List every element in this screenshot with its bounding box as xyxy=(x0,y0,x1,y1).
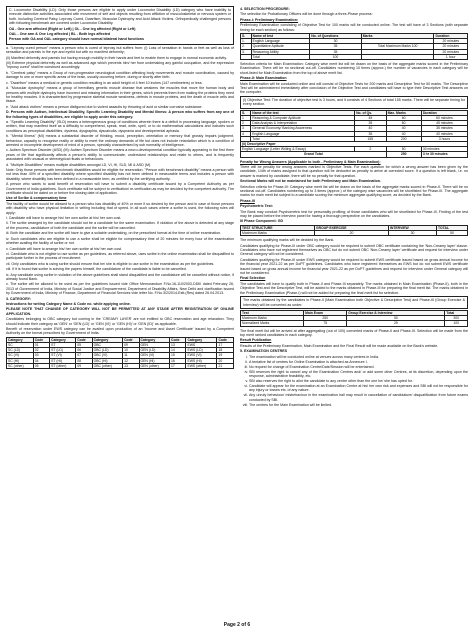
table-cell: 35 xyxy=(310,49,362,54)
paragraph: The facility of scribe would be allowed to a person who has disability of 40% or more if so desired by the person and in case of those persons with disability who have physical limitation in writing including that of speed. In all such cases where a scribe is used, the following rules will apply: xyxy=(6,201,234,215)
table-cell: 11 xyxy=(123,353,139,358)
paragraph: Note: Only those persons with benchmark disabilities would be eligible for reservation. "Person with benchmark disability" means a person with not less than 40% of a specified disability where specified disability has not been defined in measurable terms and includes a person with disability, where disability has been defined in a measurable term, as certified by the certifying authority. xyxy=(6,168,234,181)
table-cell: 1 xyxy=(241,115,251,120)
table-cell: 13 xyxy=(123,363,139,368)
criteria-paragraph: Selection criteria for Main Examination: Category wise merit list will be drawn on the basis of the aggregate marks scored in the Preliminary Examination. There will be no sectional cut-off. Candidates numbering 10 times (approx.) the number of vacancies in each category will be short-listed for Main Examination from the top of above merit list. xyxy=(240,62,468,75)
table-header: GROUP EXERCISE xyxy=(315,225,389,230)
category-paragraph: Candidates belonging to OBC category but coming in the 'CREAMY LAYER' are not entitled to OBC reservation and age relaxation. They should indicate their category as 'GEN' or 'GEN (LD)' or 'GEN (VI)' or 'GEN (HI)' or 'GEN (ID)' as applicable. xyxy=(6,317,234,326)
table-header: Group Exercise & Interview xyxy=(347,310,445,315)
table-cell: English Language (Letter Writing & Essay) xyxy=(241,147,355,152)
descriptive-section xyxy=(241,141,468,157)
category-warning: PLEASE NOTE THAT CHANGE OF CATEGORY WILL NOT BE PERMITTED AT ANY STAGE AFTER REGISTRATION OF ONLINE APPLICATION. xyxy=(6,307,234,316)
table-header: No. of Questions xyxy=(310,34,362,39)
table-cell: SC (HI) xyxy=(7,358,34,363)
table-row xyxy=(241,231,468,236)
penalty-paragraph: Sectional Marks will not be maintained for both Preliminary and Main Examination. xyxy=(240,179,381,184)
table-cell: 1 hour xyxy=(434,54,468,59)
phase1-text: Preliminary Examination consisting of Objective Test for 100 marks will be conducted online. The test will have of 3 Sections (with separate timing for each section) as follows: xyxy=(240,23,468,32)
table-cell: 50 xyxy=(386,147,421,152)
table-cell: 45 xyxy=(355,115,386,120)
table-cell: 05 xyxy=(76,343,92,348)
table-cell: 30 xyxy=(310,39,362,44)
paragraph: b. "Mental Illness" (MI) means a substantial disorder of thinking, mood, perception, orientation or memory that grossly impairs judgment, behaviour, capacity to recognise reality or ability to meet the ordinary demands of life but does not include retardation which is a condition of arrested or incomplete development of mind of a person, specially characterised by sub normality of intelligence. xyxy=(6,134,234,147)
table-cell: 100 xyxy=(310,54,362,59)
pwbd-note: Person with OA and OAL category should have normal bilateral hand functions xyxy=(9,37,144,42)
table-cell: 18 xyxy=(217,348,234,353)
table-cell: 50 xyxy=(347,316,445,321)
category-heading: 3. CATEGORY: xyxy=(6,296,31,301)
list-item: viii. The centres for the Main Examination will be limited. xyxy=(249,403,468,407)
table-cell: ST (HI) xyxy=(50,358,76,363)
table-cell: Data Analysis & Interpretation xyxy=(251,121,355,126)
paragraph: D. Persons with Autism, Intellectual Disability, Specific Learning Disability and Mental Illness: A person who suffers from any one of the following types of disabilities, are eligible to apply under this category. xyxy=(6,110,234,119)
table-header: No. of Qs. xyxy=(355,110,386,115)
table-cell: GEN xyxy=(139,343,169,348)
paragraph: a. "Specific Learning Disability" (SLD) means a heterogeneous group of conditions wherein there is a deficit in processing language, spoken or written, that may manifest itself as a difficulty to comprehend, speak, read, write, spell, or to do mathematical calculations and includes such conditions as perceptual disabilities, dyslexia, dysgraphia, dyscalculia, dyspraxia and developmental aphasia. xyxy=(6,119,234,133)
paragraph: ii. The scribe arranged by the candidate should not be a candidate for the same examination. If violation of the above is detected at any stage of the process, candidature of both the candidate and the scribe will be cancelled. xyxy=(6,221,234,230)
table-header: Code xyxy=(170,337,186,342)
table-cell: 15 xyxy=(170,353,186,358)
table-cell: 60 xyxy=(386,121,421,126)
table-cell: 3 hr 30 minutes xyxy=(421,152,467,157)
table-cell: 20 minutes xyxy=(434,39,468,44)
table-cell: 05 xyxy=(33,363,49,368)
table-cell: 35 minutes xyxy=(421,126,467,131)
table-header: Category xyxy=(92,337,122,342)
final-paragraph: The final merit list will be arrived at after aggregating (out of 100) converted marks of Phase-II and Phase-III. Selection will be made from the top merit ranked candidates in each category. xyxy=(240,328,468,337)
paragraph: viii. If it is found that scribe is solving the papers himself, the candidature of the candidate is liable to be cancelled. xyxy=(6,267,187,272)
test-table-body xyxy=(241,231,468,236)
table-cell: English Language xyxy=(251,131,355,136)
table-cell: 13 xyxy=(170,343,186,348)
left-column xyxy=(6,6,234,371)
table-cell: 08 xyxy=(76,358,92,363)
left-paragraphs xyxy=(6,46,234,296)
after-paragraph: Candidates qualifying for Phase-III under EWS category would be required to submit EWS certificate issued based on gross annual income for the financial year 2021-22 as per DoPT guidelines. Candidates who have registered themselves as EWS but do not submit EWS certificate issued based on gross annual income for financial year 2021-22 as per DoPT guidelines and request for interview under General category will not be considered. xyxy=(240,257,468,276)
table-cell: Quantitative Aptitude xyxy=(251,44,310,49)
table-header: Test xyxy=(241,310,304,315)
table-cell: EWS (LD) xyxy=(186,348,217,353)
table-header: Duration xyxy=(434,34,468,39)
paragraph: c. Autism Spectrum Disorder (ASD) (M): Autism Spectrum Disorder means a neuro-developmental condition typically appearing in the first three years of life that significantly affects a person's ability to communicate, understand relationships and relate to others, and is frequently associated with unusual or stereotypical rituals or behaviours. xyxy=(6,148,234,162)
criteria-paragraph: Main Examination will be conducted online and will consist of Objective Tests for 200 marks and Descriptive Test for 50 marks. The Descriptive Test will be administered immediately after conclusion of the Objective Test and candidates will have to type their Descriptive Test answers on the computer. xyxy=(240,81,468,95)
table-cell: 35 xyxy=(310,44,362,49)
table-cell: 250 xyxy=(304,316,347,321)
oal-line: OAL - One arm & One Leg affected | BL - Both legs affected xyxy=(9,32,111,37)
table-cell: 1. xyxy=(241,39,252,44)
table-cell: 40 minutes xyxy=(421,131,467,136)
list-item: iii. No request for change of Examination Centre/Date/Session will be entertained. xyxy=(249,365,468,369)
table-row xyxy=(241,54,468,59)
table-cell: 02 xyxy=(33,348,49,353)
phase3-component: III Phase Component: GD xyxy=(240,219,284,224)
table-cell: 40 xyxy=(386,131,421,136)
selection-procedure-heading: 4. SELECTION PROCEDURE: xyxy=(240,7,290,11)
result-heading: Result Publication xyxy=(240,338,272,343)
paragraph: iv. Such candidates who are eligible to use a scribe shall be eligible for compensatory time of 20 minutes for every hour of the examination whether availing the facility of scribe or not. xyxy=(6,236,234,246)
table-cell: 12 xyxy=(123,358,139,363)
table-cell: 200 xyxy=(386,136,421,141)
table-cell: 3 hours xyxy=(421,136,467,141)
table-cell: 2. xyxy=(241,44,252,49)
table-cell: Reasoning & Computer Aptitude xyxy=(251,115,355,120)
table-cell: 25 xyxy=(347,321,445,326)
table-header: Category xyxy=(50,337,76,342)
penalty-paragraph: Selection criteria for Phase-III: Category wise merit list will be drawn on the basis of the aggregate marks scored in Phase-II. There will be no sectional cut-off. Candidates numbering up to 3 times (approx.) of the category wise vacancies will be shortlisted for Phase-III. The aggregate marks for main merit list subject to a candidate scoring the minimum aggregate qualifying score, as decided by the Bank. xyxy=(240,184,468,198)
table-cell: 4 xyxy=(241,131,251,136)
psychometric-heading: Psychometric Test: xyxy=(240,204,273,209)
paragraph: ix. Any candidate using scribe in violation of the above guidelines shall stand disqualified and the candidature will be cancelled without notice, if already found Bank. xyxy=(6,272,234,281)
table-cell: Total xyxy=(251,136,355,141)
table-cell: 2 xyxy=(355,147,386,152)
table-cell: 20 xyxy=(217,358,234,363)
prelim-exam-table xyxy=(240,33,468,60)
table-cell: 17 xyxy=(170,363,186,368)
table-header: S. xyxy=(241,110,251,115)
paragraph: A person who wants to avail benefit of reservation will have to submit a disability certificate issued by a Competent Authority as per Government of India guidelines. Such certificate will be subject to verification/ re-verification as may be decided by the competent authority. The certificate should be dated on or before the closing date of application. xyxy=(6,182,234,196)
table-cell: 17 xyxy=(217,343,234,348)
table-cell: 40 xyxy=(386,126,421,131)
table-cell: ST (LD) xyxy=(50,348,76,353)
table-cell xyxy=(241,54,252,59)
table-cell: EWS (HI) xyxy=(186,358,217,363)
table-cell: 155 xyxy=(355,136,386,141)
table-cell: Reasoning Ability xyxy=(251,49,310,54)
table-cell: OBC (VI) xyxy=(92,353,122,358)
table-cell: 40 xyxy=(355,126,386,131)
table-cell: 3. xyxy=(241,49,252,54)
table-cell: 03 xyxy=(33,353,49,358)
table-cell: 01 xyxy=(33,343,49,348)
phase3-heading: Phase-III xyxy=(240,198,255,203)
table-header: Category xyxy=(139,337,169,342)
table-cell: OBC (HI) xyxy=(92,358,122,363)
table-cell: EWS xyxy=(186,343,217,348)
list-item: vii. Any unruly behaviour/ misbehaviour in the examination hall may result in cancellation of candidature/ disqualification from future exams conducted by SBI. xyxy=(249,393,468,402)
final-paragraph: Results of the Preliminary Examination, Main Examination and the Final Result will be made available on the Bank's website. xyxy=(240,343,439,348)
table-header: Code xyxy=(123,337,139,342)
table-cell: Total xyxy=(251,54,310,59)
table-cell: Normalized Marks xyxy=(241,321,304,326)
prelim-table-body xyxy=(241,39,468,60)
list-item: ii. A tentative list of centres for Online Examination is attached as Annexure I. xyxy=(249,360,468,364)
paragraph: vi. Candidate who is not eligible to use scribe as per guidelines, as referred above, uses scribe in the online examination shall be disqualified to participate further in the process of recruitment. xyxy=(6,251,234,261)
penalty-paragraph: There will be penalty for wrong answers marked in Objective Tests. For each question for which a wrong answer has been given by the candidate, 1/4th of marks assigned to that question will be deducted as penalty to arrive at corrected score. If a question is left blank, i.e. no answer is marked by candidate, there will be no penalty for that question. xyxy=(240,164,468,178)
table-header: Total xyxy=(445,310,468,315)
phase1-heading: Phase-I: Preliminary Examination: xyxy=(240,17,299,22)
table-cell: ST (VI) xyxy=(50,353,76,358)
table-cell: GEN (VI) xyxy=(139,353,169,358)
table-row xyxy=(7,363,234,368)
main-table-body xyxy=(241,115,468,141)
paragraph: iii. Both the candidate and the scribe will have to give a suitable undertaking, on the prescribed format at the time of online examination. xyxy=(6,231,222,236)
table-header: TOTAL xyxy=(437,225,468,230)
table-header: TEST STRUCTURE xyxy=(241,225,315,230)
paragraph: x. The scribe will be allowed to be used as per the guidelines issued vide Office Memorandum F.No.16-110/2003-DDIII dated February 26, 2013 of Government of India, Ministry of Social Justice and Empowerment, Department of Disability Affairs, New Delhi and clarification issued by Government of India, Ministry of Finance, Department of Financial Services vide letter No. F.No.3/2/2014-Estt.(Res) dated 26.04.2013. xyxy=(6,282,234,296)
table-header: Name of test xyxy=(251,34,310,39)
table-cell: Maximum Marks xyxy=(241,316,304,321)
table-cell: SC xyxy=(7,343,34,348)
penalty-heading: Penalty for Wrong Answers (Applicable to both - Preliminary & Main Examination): xyxy=(240,159,381,164)
locomotor-disability-text: C. Locomotor Disability (LD): Only those persons are eligible to apply under Locomotor Disability (LD) category who have inability to execute distinctive activities associated with movement of self and objects resulting from affliction of musculoskeletal or nervous system or both. Including Cerebral Palsy, Leprosy Cured, Dwarfism, Muscular Dystrophy and Acid Attack Victims. Orthopedically challenged persons with following benchmark are covered under Locomotor Disability. xyxy=(9,8,231,26)
list-item: iv. SBI reserves the right to cancel any of the Examination Centres and/ or add some other Centres, at its discretion, depending upon the response, administrative feasibility, etc. xyxy=(249,370,468,379)
table-cell: ST (other) xyxy=(50,363,76,368)
paragraph: (ii) Manifest deformity and paresis but having enough mobility in their hands and feet to enable them to engage in normal economic activity. xyxy=(6,55,227,60)
list-item: vi. Candidate will appear for the examination at an Examination Centre at his/ her own risk and expenses and SBI will not be responsible for any injury or losses etc. of any nature. xyxy=(249,384,468,393)
table-header: S. xyxy=(241,34,252,39)
table-cell: SC (LD) xyxy=(7,348,34,353)
table-cell: 2 xyxy=(241,121,251,126)
table-cell: 3 xyxy=(241,126,251,131)
table-header: Name of the test xyxy=(251,110,355,115)
category-table-body xyxy=(7,343,234,369)
table-cell: OBC xyxy=(92,343,122,348)
table-cell: 60 xyxy=(386,115,421,120)
table-cell: 30 minutes xyxy=(421,147,467,152)
table-cell: 21 xyxy=(217,363,234,368)
paragraph: d. "Multiple Disabilities" means multiple disabilities amongst LD, VI, HI, SLD, MI & ASD (M). xyxy=(6,162,152,167)
table-header: Category xyxy=(186,337,217,342)
table-cell: GEN (LD) xyxy=(139,348,169,353)
table-cell: General/ Economy/ Banking Awareness xyxy=(251,126,355,131)
table-header: Code xyxy=(76,337,92,342)
right-column xyxy=(240,6,468,408)
table-header: Code xyxy=(33,337,49,342)
table-cell: 50 xyxy=(437,231,468,236)
conversion-note: The marks obtained by the candidates in Phase-II (Main Examination both Objective & Descriptive Test) and Phase-III (Group Exercise & Interview) will be converted as under: xyxy=(240,296,468,309)
table-header: Category xyxy=(7,337,34,342)
paragraph: v. Candidate will have to arrange his/ her own scribe at his/ her own cost. xyxy=(6,246,122,251)
table-header: Max. Marks xyxy=(386,110,421,115)
exam-centres-heading: 5. EXAMINATION CENTRES xyxy=(240,349,288,354)
table-cell: EWS (other) xyxy=(186,363,217,368)
after-paragraph: Candidates qualifying for Phase-III under OBC category would be required to submit OBC certificate containing the 'Non-Creamy layer' clause. Candidates who have not registered themselves as OBC but do not submit OBC 'Non-Creamy layer' certificate and request for interview under General category will not be considered. xyxy=(240,243,468,257)
conversion-table-body xyxy=(241,316,468,326)
table-header: INTERVIEW xyxy=(388,225,436,230)
table-cell: 04 xyxy=(33,358,49,363)
table-cell: OBC (other) xyxy=(92,363,122,368)
table-cell: English Language xyxy=(251,39,310,44)
test-structure-table xyxy=(240,225,468,236)
table-cell: 10 xyxy=(123,348,139,353)
table-cell: 75 xyxy=(304,321,347,326)
scribe-heading: Use of Scribe & compensatory time xyxy=(6,196,67,201)
table-cell: 300 xyxy=(445,316,468,321)
conversion-table xyxy=(240,310,468,327)
list-item: i. The examination will be conducted online at venues across many centres in India. xyxy=(249,355,468,359)
descriptive-heading: (ii) Descriptive Paper xyxy=(241,141,468,146)
table-cell xyxy=(361,54,434,59)
phase2-heading: Phase-II: Main Examination xyxy=(240,76,287,81)
paragraph: c. "Dwarfism" means a medical or genetic condition resulting in an adult height of 4 feet 10 inches (147 centimeters) or less. xyxy=(6,80,203,85)
paragraph: d. "Muscular dystrophy" means a group of hereditary genetic muscle disease that weakens the muscles that move the human body and persons with multiple dystrophy have incorrect and missing information in their genes, which prevents them from making the proteins they need for healthy muscles. It is characterised by progressive skeletal muscle weakness, defects in muscle proteins, and the death of muscle cells and tissue. xyxy=(6,86,234,104)
table-header: Main Exam xyxy=(304,310,347,315)
table-cell: 30 xyxy=(388,231,436,236)
table-header: Code xyxy=(217,337,234,342)
table-cell: SC (other) xyxy=(7,363,34,368)
table-cell: 35 xyxy=(355,121,386,126)
table-cell: 20 xyxy=(315,231,389,236)
table-cell: 14 xyxy=(170,348,186,353)
table-cell: SC (VI) xyxy=(7,353,34,358)
table-cell: 100 xyxy=(445,321,468,326)
table-cell: GEN (HI) xyxy=(139,358,169,363)
after-paragraph: The minimum qualifying marks will be decided by the Bank. xyxy=(240,238,335,243)
objective-test-note: (i) Objective Test: The duration of objective test is 3 hours, and it consists of 4 Sections of total 155 marks. There will be separate timing for every section. xyxy=(240,96,468,109)
table-cell: 20 minutes xyxy=(434,44,468,49)
category-instruction: Instructions for writing Category Name & Code no. while applying online. xyxy=(6,301,131,306)
table-cell: 45 minutes xyxy=(421,121,467,126)
disability-box xyxy=(6,6,234,45)
paragraph: a. "Leprosy cured person" means a person who is cured of leprosy but suffers from: (i) Loss of sensation in hands or feet as well as loss of sensation and paresis in the eye and eyelid but with no manifest deformity; xyxy=(6,45,234,55)
paragraph: b. "Cerebral palsy" means a Group of non-progressive neurological condition affecting body movements and muscle coordination, caused by damage to one or more specific areas of the brain, usually occurring before, during or shortly after birth. xyxy=(6,70,234,80)
table-cell: 250 xyxy=(386,152,421,157)
category-paragraph: Benefit of reservation under EWS category can be availed upon production of an 'Income and Asset Certificate' issued by a Competent Authority on the format prescribed by Government of India. xyxy=(6,327,234,336)
table-cell: 19 xyxy=(217,353,234,358)
table-cell: 09 xyxy=(123,343,139,348)
paragraph: (iii) Extreme physical deformity as well as advanced age which prevents him/ her from undertaking any gainful occupation, and the expression "leprosy cured" shall be construed accordingly. xyxy=(6,61,234,70)
table-cell: 20 minutes xyxy=(434,49,468,54)
page-number: Page 2 of 6 xyxy=(223,622,251,628)
penalty-paragraph: The Bank may conduct Psychometric test for personality profiling; of those candidates who will be shortlisted for Phase-III. Finding of the test may be placed before the interview panel for having a thorough perspective on the candidates. xyxy=(240,209,468,218)
table-cell: 07 xyxy=(76,353,92,358)
table-row xyxy=(241,321,468,326)
table-header: Duration xyxy=(421,110,467,115)
table-cell: 06 xyxy=(76,348,92,353)
selection-intro: The selection for Probationary Officers will be done through a three-Phase process: xyxy=(240,12,373,17)
category-code-table xyxy=(6,337,234,369)
table-cell: 35 xyxy=(355,131,386,136)
list-item: v. SBI also reserves the right to allot the candidate to any centre other than the one he/ she has opted for. xyxy=(249,379,468,383)
table-cell: Total Maximum Marks 100 xyxy=(361,44,434,49)
table-cell: OBC (LD) xyxy=(92,348,122,353)
table-cell: EWS (VI) xyxy=(186,353,217,358)
final-selection-heading: Final Selection xyxy=(240,276,266,281)
oa-line: OA - One arm affected (Right or Left) | OL - One leg affected (Right or Left) xyxy=(9,26,136,31)
table-cell: 09 xyxy=(76,363,92,368)
table-row xyxy=(241,152,468,157)
paragraph: i. Candidate will have to arrange his/ her own scribe at his/ her own cost. xyxy=(6,216,122,221)
table-cell: 16 xyxy=(170,358,186,363)
main-exam-table xyxy=(240,110,468,158)
after-paragraph: The candidates will have to qualify both in Phase-II and Phase-III separately. The marks obtained in Main Examination (Phase-II), both in the Objective Test and the Descriptive Test, will be added to the marks obtained in Phase-III for preparing the final merit list. The marks obtained in the Preliminary Examination (Phase-I) will not be added for preparing the final merit list for selection. xyxy=(240,281,468,295)
table-cell: ST xyxy=(50,343,76,348)
table-cell: Maximum Marks xyxy=(241,231,315,236)
paragraph: e. "Acid attack victims" means a person disfigured due to violent assaults by throwing of acid or similar corrosive substance. xyxy=(6,104,203,109)
table-cell: 60 minutes xyxy=(421,115,467,120)
table-cell: Grand Total xyxy=(241,152,387,157)
table-cell: GEN (other) xyxy=(139,363,169,368)
exam-centre-list xyxy=(240,355,468,408)
table-header: Marks xyxy=(361,34,434,39)
paragraph: vii. Only candidates who is using scribe should ensure that he/ she is eligible to use scribe in the examination as per the guidelines. xyxy=(6,261,215,266)
